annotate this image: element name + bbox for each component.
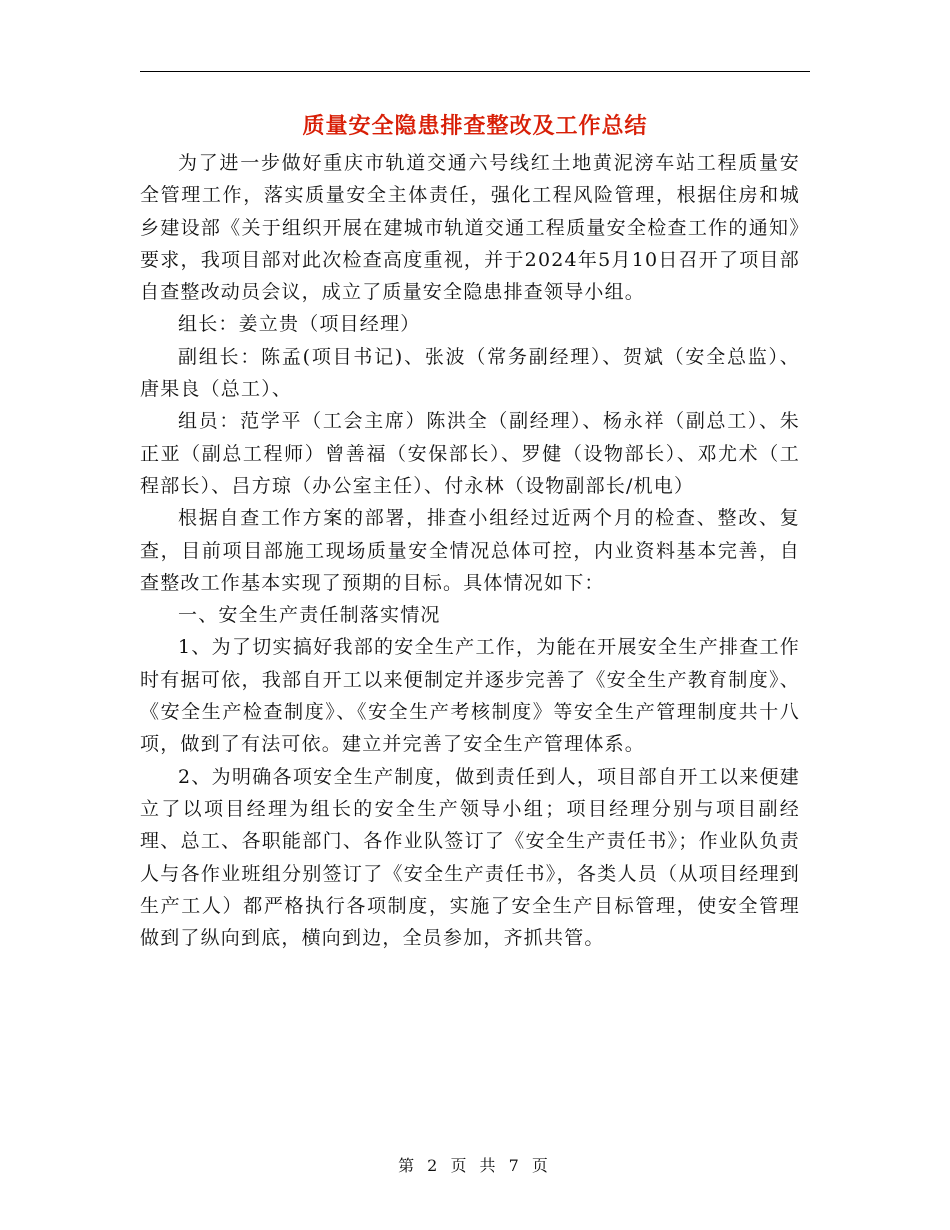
document-title: 质量安全隐患排查整改及工作总结 — [302, 113, 648, 139]
paragraph-item-1: 1、为了切实搞好我部的安全生产工作，为能在开展安全生产排查工作时有据可依，我部自开工以来便制定并逐步完善了《安全生产教育制度》、《安全生产检查制度》、《安全生产考核制度》等安全生产管理制度共十八项，做到了有法可依。建立并完善了安全生产管理体系。 — [140, 636, 800, 756]
paragraph-group-leader: 组长：姜立贵（项目经理） — [178, 313, 421, 336]
header-rule — [140, 71, 810, 72]
document-body — [140, 147, 800, 954]
paragraph-summary: 根据自查工作方案的部署，排查小组经过近两个月的检查、整改、复查，目前项目部施工现场质量安全情况总体可控，内业资料基本完善，自查整改工作基本实现了预期的目标。具体情况如下： — [140, 507, 800, 594]
paragraph-intro: 为了进一步做好重庆市轨道交通六号线红土地黄泥滂车站工程质量安全管理工作，落实质量安全主体责任，强化工程风险管理，根据住房和城乡建设部《关于组织开展在建城市轨道交通工程质量安全检查工作的通知》要求，我项目部对此次检查高度重视，并于2024年5月10日召开了项目部自查整改动员会议，成立了质量安全隐患排查领导小组。 — [140, 152, 800, 304]
section-heading: 一、安全生产责任制落实情况 — [178, 604, 441, 627]
page-number: 第 2 页 共 7 页 — [398, 1156, 552, 1175]
paragraph-item-2: 2、为明确各项安全生产制度，做到责任到人，项目部自开工以来便建立了以项目经理为组长的安全生产领导小组；项目经理分别与项目副经理、总工、各职能部门、各作业队签订了《安全生产责任书》；作业队负责人与各作业班组分别签订了《安全生产责任书》，各类人员（从项目经理到生产工人）都严格执行各项制度，实施了安全生产目标管理，使安全管理做到了纵向到底，横向到边，全员参加，齐抓共管。 — [140, 765, 800, 950]
paragraph-deputy-leaders: 副组长：陈孟(项目书记)、张波（常务副经理）、贺斌（安全总监）、唐果良（总工）、 — [140, 345, 800, 401]
paragraph-members: 组员：范学平（工会主席）陈洪全（副经理）、杨永祥（副总工）、朱正亚（副总工程师）曾善福（安保部长）、罗健（设物部长）、邓尤术（工程部长）、吕方琼（办公室主任）、付永林（设物副部长/机电） — [140, 410, 800, 497]
